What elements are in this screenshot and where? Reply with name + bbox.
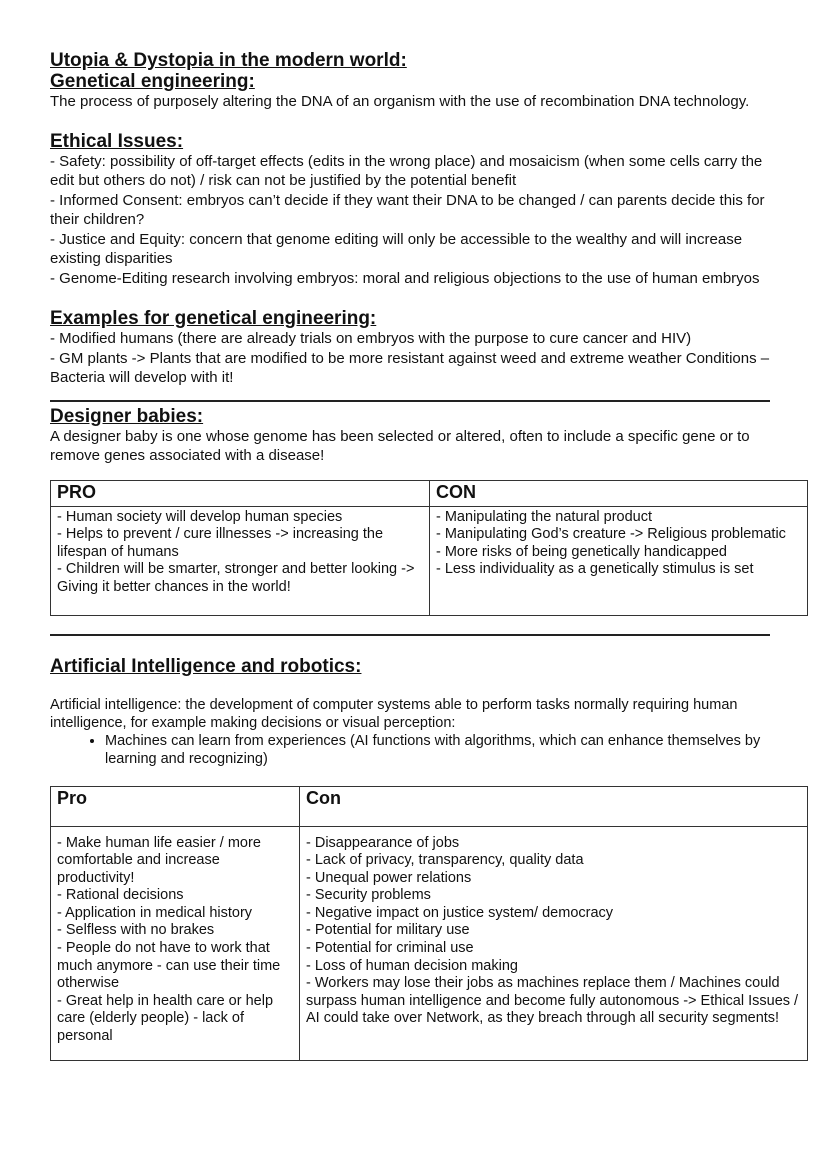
genetic-definition: The process of purposely altering the DNA of an organism with the use of recombination DNA technology. bbox=[50, 93, 750, 110]
example-item: - Modified humans (there are already trials on embryos with the purpose to cure cancer and HIV) bbox=[50, 330, 692, 347]
ethical-item: - Justice and Equity: concern that genome editing will only be accessible to the wealthy and will increase existing disparities bbox=[50, 230, 743, 267]
pro-header: PRO bbox=[51, 480, 430, 506]
ai-bullet: • Machines can learn from experiences (AI functions with algorithms, which can enhance themselves by learning and recognizing) bbox=[105, 732, 780, 768]
ai-definition: Artificial intelligence: the development of computer systems able to perform tasks normally requiring human intelligence, for example making decisions or visual perception: bbox=[50, 696, 738, 731]
pro-item: - Helps to prevent / cure illnesses -> increasing the lifespan of humans bbox=[57, 526, 384, 560]
pro-item: - Rational decisions bbox=[57, 887, 184, 904]
page-title: Utopia & Dystopia in the modern world: bbox=[50, 50, 407, 71]
con-header: CON bbox=[430, 480, 808, 506]
designer-heading: Designer babies: bbox=[50, 405, 204, 427]
con-cell bbox=[430, 506, 808, 615]
pro-item: - Great help in health care or help care (elderly people) - lack of personal bbox=[57, 992, 274, 1045]
examples-heading: Examples for genetical engineering: bbox=[50, 308, 377, 329]
con-item: - More risks of being genetically handicapped bbox=[436, 543, 727, 560]
pro-item: - Application in medical history bbox=[57, 904, 253, 921]
con-item: - Potential for military use bbox=[306, 922, 470, 939]
pro-item: - Make human life easier / more comfortable and increase productivity! bbox=[57, 834, 261, 886]
con-item: - Loss of human decision making bbox=[306, 957, 518, 974]
ai-pro-con-table bbox=[50, 786, 808, 1061]
con-item: - Manipulating God’s creature -> Religious problematic bbox=[436, 526, 786, 543]
ai-bullet-list bbox=[50, 732, 780, 768]
con-item: - Potential for criminal use bbox=[306, 940, 474, 957]
ethical-heading: Ethical Issues: bbox=[50, 130, 184, 152]
genetic-heading: Genetical engineering: bbox=[50, 71, 255, 92]
con-item: - Lack of privacy, transparency, quality data bbox=[306, 852, 584, 869]
con-item: - Security problems bbox=[306, 887, 431, 904]
designer-definition: A designer baby is one whose genome has been selected or altered, often to include a specific gene or to remove genes associated with a disease! bbox=[50, 427, 750, 464]
con-cell bbox=[300, 826, 808, 1060]
con-item: - Negative impact on justice system/ democracy bbox=[306, 904, 614, 921]
ethical-item: - Genome-Editing research involving embryos: moral and religious objections to the use of human embryos bbox=[50, 269, 760, 287]
con-item: - Less individuality as a genetically stimulus is set bbox=[436, 561, 754, 578]
pro-header: Pro bbox=[51, 786, 300, 826]
con-item: - Manipulating the natural product bbox=[436, 508, 653, 525]
pro-cell bbox=[51, 506, 430, 615]
pro-item: - Human society will develop human species bbox=[57, 508, 343, 525]
con-item: - Disappearance of jobs bbox=[306, 834, 460, 851]
ethical-item: - Informed Consent: embryos can’t decide if they want their DNA to be changed / can parents decide this for their children? bbox=[50, 191, 765, 228]
pro-item: - Children will be smarter, stronger and better looking -> Giving it better chances in the world! bbox=[57, 561, 415, 595]
con-header: Con bbox=[300, 786, 808, 826]
document-page bbox=[50, 50, 799, 1061]
con-item: - Unequal power relations bbox=[306, 869, 472, 886]
designer-pro-con-table bbox=[50, 480, 808, 616]
ethical-item: - Safety: possibility of off-target effects (edits in the wrong place) and mosaicism (when some cells carry the edit but others do not) / risk can not be justified by the potential benefit bbox=[50, 152, 763, 189]
example-item: - GM plants -> Plants that are modified to be more resistant against weed and extreme weather Conditions – Bacteria will develop with it! bbox=[50, 349, 770, 386]
ai-heading: Artificial Intelligence and robotics: bbox=[50, 655, 362, 677]
pro-item: - Selfless with no brakes bbox=[57, 922, 215, 939]
con-item: - Workers may lose their jobs as machines replace them / Machines could surpass human intelligence and become fully autonomous -> Ethical Issues / AI could take over Network, as they breach through all security segments! bbox=[306, 975, 799, 1027]
pro-cell bbox=[51, 826, 300, 1060]
pro-item: - People do not have to work that much anymore - can use their time otherwise bbox=[57, 940, 281, 992]
